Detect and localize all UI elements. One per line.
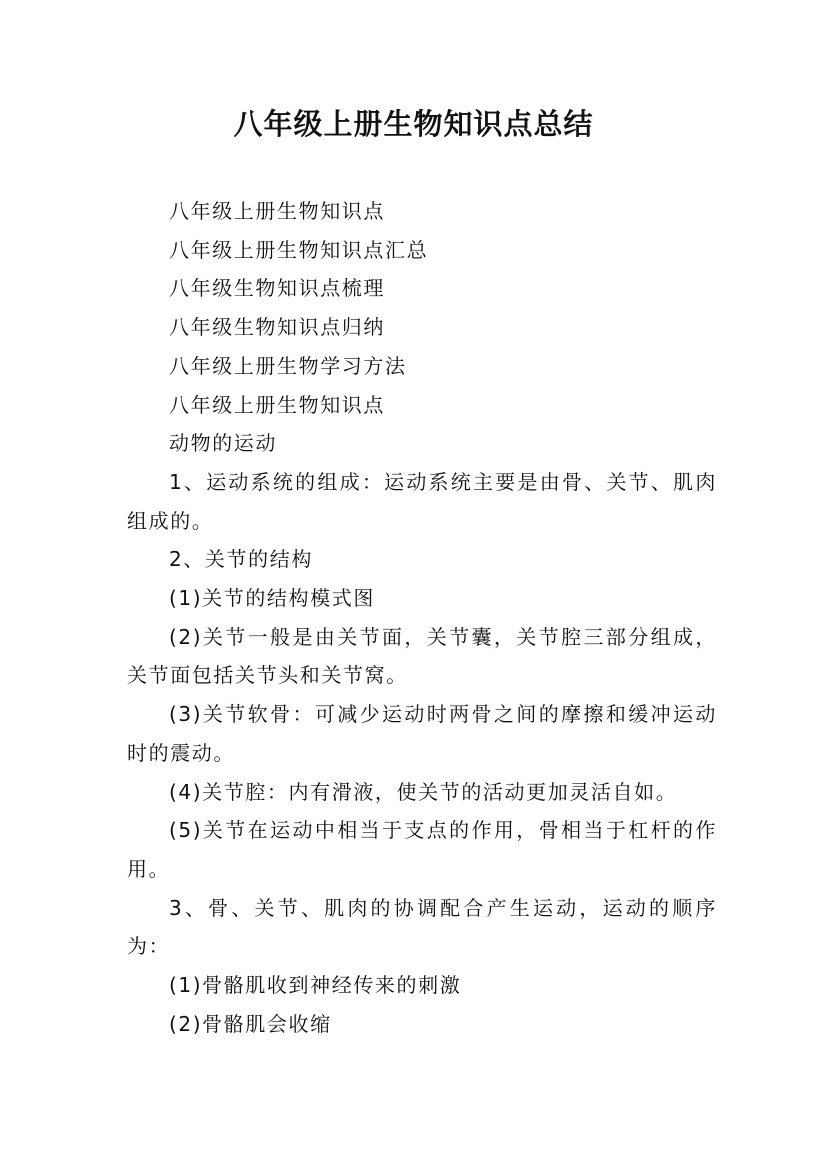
section-heading-animal-movement: 动物的运动 (169, 431, 277, 456)
paragraph-toc-5: 八年级上册生物学习方法 (169, 353, 407, 378)
paragraph-joint-structure: 2、关节的结构 (169, 547, 313, 572)
paragraph-joint-parts: (2)关节一般是由关节面，关节囊，关节腔三部分组成，关节面包括关节头和关节窝。 (127, 624, 717, 688)
paragraph-motor-system: 1、运动系统的组成：运动系统主要是由骨、关节、肌肉组成的。 (127, 469, 717, 533)
paragraph-toc-6: 八年级上册生物知识点 (169, 392, 385, 417)
paragraph-joint-cartilage: (3)关节软骨：可减少运动时两骨之间的摩擦和缓冲运动时的震动。 (127, 702, 717, 765)
paragraph-toc-4: 八年级生物知识点归纳 (169, 315, 385, 340)
document-title: 八年级上册生物知识点总结 (233, 107, 594, 141)
paragraph-step-2: (2)骨骼肌会收缩 (169, 1011, 332, 1036)
paragraph-toc-3: 八年级生物知识点梳理 (169, 276, 385, 301)
paragraph-joint-diagram: (1)关节的结构模式图 (169, 586, 375, 611)
paragraph-joint-fulcrum: (5)关节在运动中相当于支点的作用，骨相当于杠杆的作用。 (127, 818, 717, 881)
paragraph-coordination: 3、骨、关节、肌肉的协调配合产生运动，运动的顺序为： (127, 895, 717, 959)
paragraph-toc-2: 八年级上册生物知识点汇总 (169, 237, 429, 262)
paragraph-joint-cavity: (4)关节腔：内有滑液，使关节的活动更加灵活自如。 (169, 779, 678, 804)
paragraph-toc-1: 八年级上册生物知识点 (169, 199, 385, 223)
paragraph-step-1: (1)骨骼肌收到神经传来的刺激 (169, 973, 462, 998)
document-body (127, 192, 717, 1043)
